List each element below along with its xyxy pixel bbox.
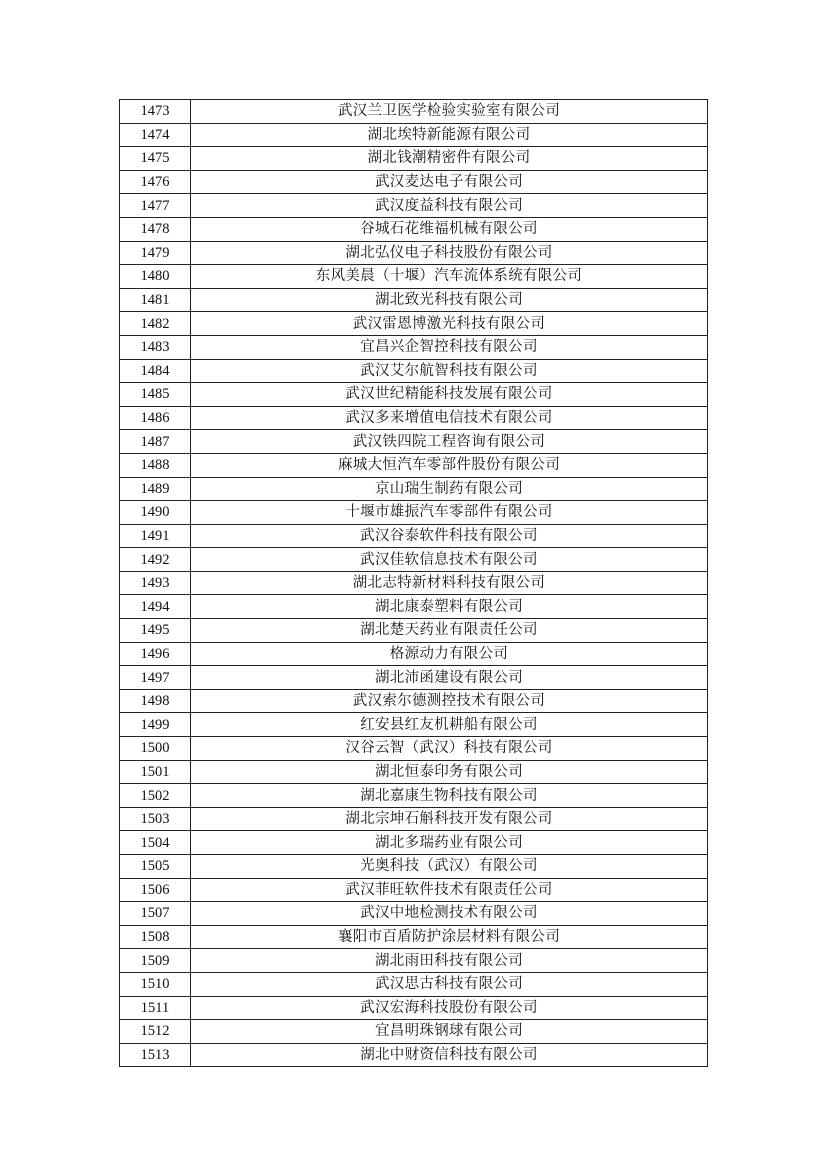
row-number: 1475: [120, 147, 191, 171]
row-number: 1504: [120, 831, 191, 855]
table-row: [120, 878, 708, 902]
company-name: 格源动力有限公司: [191, 642, 708, 666]
table-row: [120, 642, 708, 666]
row-number: 1513: [120, 1043, 191, 1067]
row-number: 1501: [120, 760, 191, 784]
row-number: 1489: [120, 477, 191, 501]
row-number: 1479: [120, 241, 191, 265]
row-number: 1494: [120, 595, 191, 619]
table-row: [120, 335, 708, 359]
company-name: 湖北楚天药业有限责任公司: [191, 619, 708, 643]
table-row: [120, 524, 708, 548]
table-row: [120, 170, 708, 194]
row-number: 1505: [120, 855, 191, 879]
company-name: 红安县红友机耕船有限公司: [191, 713, 708, 737]
row-number: 1490: [120, 501, 191, 525]
table-row: [120, 501, 708, 525]
company-name: 光奥科技（武汉）有限公司: [191, 855, 708, 879]
table-row: [120, 855, 708, 879]
company-name: 武汉麦达电子有限公司: [191, 170, 708, 194]
company-list-table: [119, 99, 708, 1067]
table-row: [120, 666, 708, 690]
row-number: 1500: [120, 737, 191, 761]
table-row: [120, 241, 708, 265]
row-number: 1477: [120, 194, 191, 218]
table-row: [120, 430, 708, 454]
table-row: [120, 1020, 708, 1044]
row-number: 1493: [120, 571, 191, 595]
row-number: 1483: [120, 335, 191, 359]
row-number: 1499: [120, 713, 191, 737]
table-row: [120, 217, 708, 241]
table-row: [120, 312, 708, 336]
company-name: 湖北中财资信科技有限公司: [191, 1043, 708, 1067]
row-number: 1510: [120, 972, 191, 996]
table-row: [120, 784, 708, 808]
table-row: [120, 595, 708, 619]
company-name: 武汉思古科技有限公司: [191, 972, 708, 996]
company-name: 武汉佳软信息技术有限公司: [191, 548, 708, 572]
row-number: 1480: [120, 265, 191, 289]
company-name: 湖北埃特新能源有限公司: [191, 123, 708, 147]
table-row: [120, 406, 708, 430]
company-name: 京山瑞生制药有限公司: [191, 477, 708, 501]
company-name: 湖北恒泰印务有限公司: [191, 760, 708, 784]
row-number: 1481: [120, 288, 191, 312]
table-row: [120, 194, 708, 218]
table-row: [120, 972, 708, 996]
company-name: 武汉中地检测技术有限公司: [191, 902, 708, 926]
table-row: [120, 100, 708, 124]
table-row: [120, 477, 708, 501]
table-row: [120, 996, 708, 1020]
company-name: 武汉多来增值电信技术有限公司: [191, 406, 708, 430]
company-name: 武汉谷泰软件科技有限公司: [191, 524, 708, 548]
company-name: 武汉世纪精能科技发展有限公司: [191, 383, 708, 407]
table-row: [120, 1043, 708, 1067]
row-number: 1473: [120, 100, 191, 124]
company-name: 湖北嘉康生物科技有限公司: [191, 784, 708, 808]
table-row: [120, 383, 708, 407]
table-row: [120, 548, 708, 572]
company-name: 湖北致光科技有限公司: [191, 288, 708, 312]
row-number: 1487: [120, 430, 191, 454]
row-number: 1495: [120, 619, 191, 643]
table-row: [120, 453, 708, 477]
row-number: 1498: [120, 689, 191, 713]
table-row: [120, 807, 708, 831]
company-name: 武汉兰卫医学检验实验室有限公司: [191, 100, 708, 124]
table-row: [120, 713, 708, 737]
row-number: 1482: [120, 312, 191, 336]
table-row: [120, 571, 708, 595]
table-row: [120, 359, 708, 383]
row-number: 1508: [120, 925, 191, 949]
company-name: 武汉宏海科技股份有限公司: [191, 996, 708, 1020]
table-row: [120, 925, 708, 949]
company-name: 麻城大恒汽车零部件股份有限公司: [191, 453, 708, 477]
company-name: 武汉度益科技有限公司: [191, 194, 708, 218]
row-number: 1509: [120, 949, 191, 973]
row-number: 1511: [120, 996, 191, 1020]
row-number: 1478: [120, 217, 191, 241]
row-number: 1502: [120, 784, 191, 808]
table-row: [120, 265, 708, 289]
company-name: 武汉雷恩博激光科技有限公司: [191, 312, 708, 336]
row-number: 1506: [120, 878, 191, 902]
row-number: 1497: [120, 666, 191, 690]
table-row: [120, 737, 708, 761]
row-number: 1474: [120, 123, 191, 147]
company-name: 汉谷云智（武汉）科技有限公司: [191, 737, 708, 761]
company-name: 湖北雨田科技有限公司: [191, 949, 708, 973]
company-name: 武汉索尔德测控技术有限公司: [191, 689, 708, 713]
table-row: [120, 123, 708, 147]
row-number: 1512: [120, 1020, 191, 1044]
company-name: 宜昌明珠钢球有限公司: [191, 1020, 708, 1044]
table-row: [120, 949, 708, 973]
company-name: 谷城石花维福机械有限公司: [191, 217, 708, 241]
row-number: 1488: [120, 453, 191, 477]
row-number: 1503: [120, 807, 191, 831]
row-number: 1507: [120, 902, 191, 926]
table-row: [120, 689, 708, 713]
company-name: 东风美晨（十堰）汽车流体系统有限公司: [191, 265, 708, 289]
table-row: [120, 760, 708, 784]
company-name: 武汉艾尔航智科技有限公司: [191, 359, 708, 383]
row-number: 1476: [120, 170, 191, 194]
row-number: 1485: [120, 383, 191, 407]
table-row: [120, 831, 708, 855]
company-name: 湖北钱潮精密件有限公司: [191, 147, 708, 171]
row-number: 1484: [120, 359, 191, 383]
company-name: 湖北弘仪电子科技股份有限公司: [191, 241, 708, 265]
company-list-body: [120, 100, 708, 1067]
company-name: 湖北志特新材料科技有限公司: [191, 571, 708, 595]
company-name: 武汉菲旺软件技术有限责任公司: [191, 878, 708, 902]
row-number: 1492: [120, 548, 191, 572]
table-row: [120, 619, 708, 643]
company-name: 湖北宗坤石斛科技开发有限公司: [191, 807, 708, 831]
company-name: 宜昌兴企智控科技有限公司: [191, 335, 708, 359]
row-number: 1491: [120, 524, 191, 548]
company-name: 湖北沛函建设有限公司: [191, 666, 708, 690]
table-row: [120, 288, 708, 312]
company-name: 武汉铁四院工程咨询有限公司: [191, 430, 708, 454]
company-name: 湖北多瑞药业有限公司: [191, 831, 708, 855]
row-number: 1486: [120, 406, 191, 430]
company-name: 襄阳市百盾防护涂层材料有限公司: [191, 925, 708, 949]
row-number: 1496: [120, 642, 191, 666]
table-row: [120, 147, 708, 171]
table-row: [120, 902, 708, 926]
company-name: 湖北康泰塑料有限公司: [191, 595, 708, 619]
company-name: 十堰市雄振汽车零部件有限公司: [191, 501, 708, 525]
